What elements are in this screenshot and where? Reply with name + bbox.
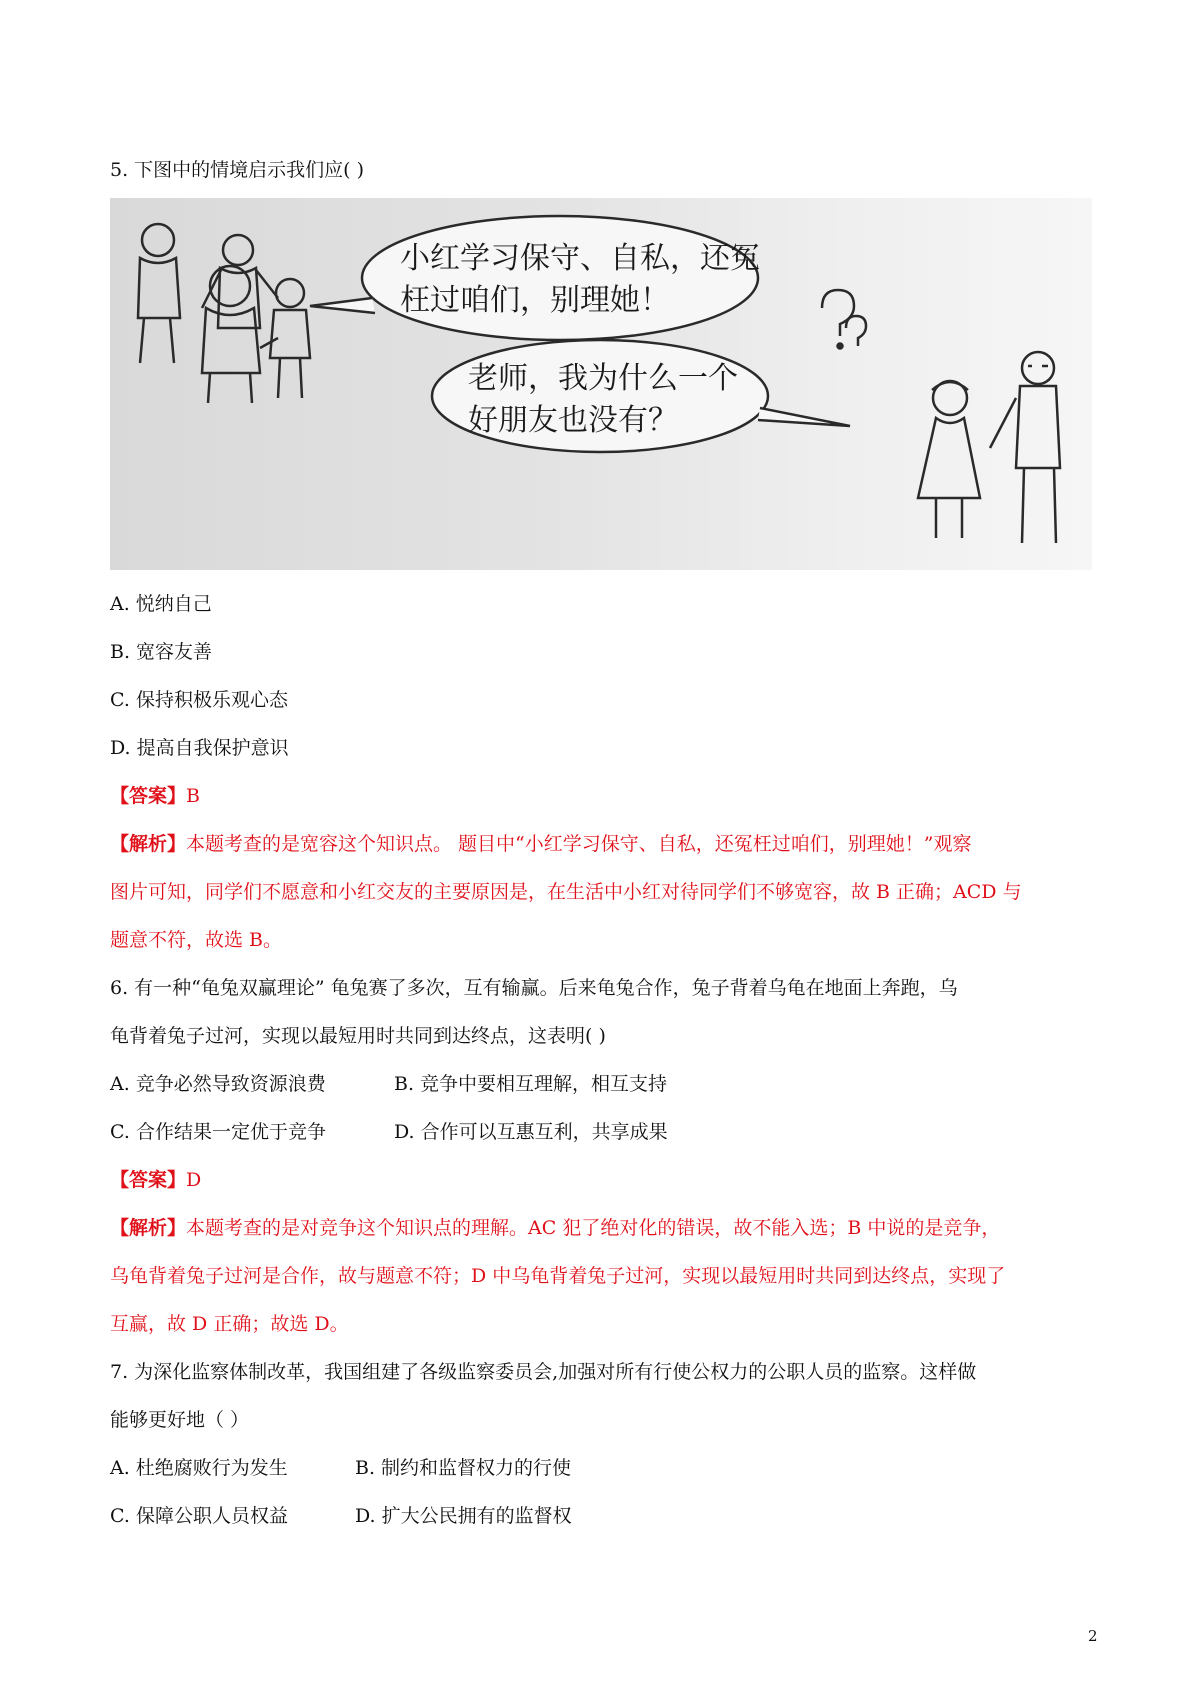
answer-value: D xyxy=(186,1169,202,1191)
q5-analysis-line3: 题意不符，故选 B。 xyxy=(110,929,283,951)
q5-answer xyxy=(110,784,200,808)
speech-bubble-xiaohong xyxy=(432,340,850,452)
q6-analysis-line2: 乌龟背着兔子过河是合作，故与题意不符；D 中乌龟背着兔子过河，实现以最短用时共同到达终点，实现了 xyxy=(110,1265,1006,1287)
q7-options-row2 xyxy=(110,1504,572,1528)
q7-options-row1 xyxy=(110,1456,571,1480)
cartoon-illustration xyxy=(110,198,1092,570)
analysis-text: 本题考查的是对竞争这个知识点的理解。AC 犯了绝对化的错误，故不能入选；B 中说的是竞争， xyxy=(186,1217,1001,1239)
q7-option-c: C. 保障公职人员权益 xyxy=(110,1505,288,1527)
bubble1-line2: 枉过咱们，别理她！ xyxy=(400,283,670,318)
analysis-tag: 【解析】 xyxy=(110,833,187,855)
answer-value: B xyxy=(186,785,200,807)
q6-stem-line1: 6. 有一种“龟兔双赢理论” 龟兔赛了多次，互有输赢。后来龟兔合作，兔子背着乌龟在地面上奔跑，乌 xyxy=(110,977,958,999)
page-number: 2 xyxy=(1088,1627,1098,1645)
girl-and-teacher-figure xyxy=(918,352,1060,543)
q6-option-d: D. 合作可以互惠互利，共享成果 xyxy=(394,1121,668,1143)
answer-tag: 【答案】 xyxy=(110,785,187,807)
q6-option-a: A. 竞争必然导致资源浪费 xyxy=(110,1073,326,1095)
q5-option-b: B. 宽容友善 xyxy=(110,641,213,663)
q5-option-c: C. 保持积极乐观心态 xyxy=(110,689,288,711)
q6-analysis-line3: 互赢，故 D 正确；故选 D。 xyxy=(110,1313,349,1335)
q5-stem: 5. 下图中的情境启示我们应( ) xyxy=(110,159,365,181)
q6-option-c: C. 合作结果一定优于竞争 xyxy=(110,1121,326,1143)
bubble2-line2: 好朋友也没有？ xyxy=(468,403,678,438)
q5-analysis-line2: 图片可知，同学们不愿意和小红交友的主要原因是，在生活中小红对待同学们不够宽容，故 B 正确；ACD 与 xyxy=(110,881,1022,903)
q6-answer xyxy=(110,1168,201,1192)
bubble2-line1: 老师，我为什么一个 xyxy=(468,361,738,396)
q7-stem-line2: 能够更好地（ ） xyxy=(110,1409,250,1431)
q6-stem-line2: 龟背着兔子过河，实现以最短用时共同到达终点，这表明( ) xyxy=(110,1025,606,1047)
question-mark-icon xyxy=(822,290,866,349)
answer-tag: 【答案】 xyxy=(110,1169,187,1191)
analysis-tag: 【解析】 xyxy=(110,1217,187,1239)
q6-options-row2 xyxy=(110,1120,668,1144)
q6-option-b: B. 竞争中要相互理解，相互支持 xyxy=(394,1073,668,1095)
q5-option-a: A. 悦纳自己 xyxy=(110,593,212,615)
speech-bubble-classmates xyxy=(310,216,760,340)
q7-option-a: A. 杜绝腐败行为发生 xyxy=(110,1457,288,1479)
q7-option-b: B. 制约和监督权力的行使 xyxy=(355,1457,572,1479)
q6-analysis-line1 xyxy=(110,1216,1000,1240)
q5-option-d: D. 提高自我保护意识 xyxy=(110,737,289,759)
q6-options-row1 xyxy=(110,1072,667,1096)
q7-stem-line1: 7. 为深化监察体制改革，我国组建了各级监察委员会,加强对所有行使公权力的公职人员的监察。这样做 xyxy=(110,1361,977,1383)
q7-option-d: D. 扩大公民拥有的监督权 xyxy=(355,1505,572,1527)
bubble1-line1: 小红学习保守、自私，还冤 xyxy=(400,241,760,276)
analysis-text: 本题考查的是宽容这个知识点。 题目中“小红学习保守、自私，还冤枉过咱们，别理她！”观察 xyxy=(186,833,972,855)
classmates-group-figure xyxy=(138,224,310,403)
q5-analysis-line1 xyxy=(110,832,971,856)
q5-illustration xyxy=(110,198,1092,570)
